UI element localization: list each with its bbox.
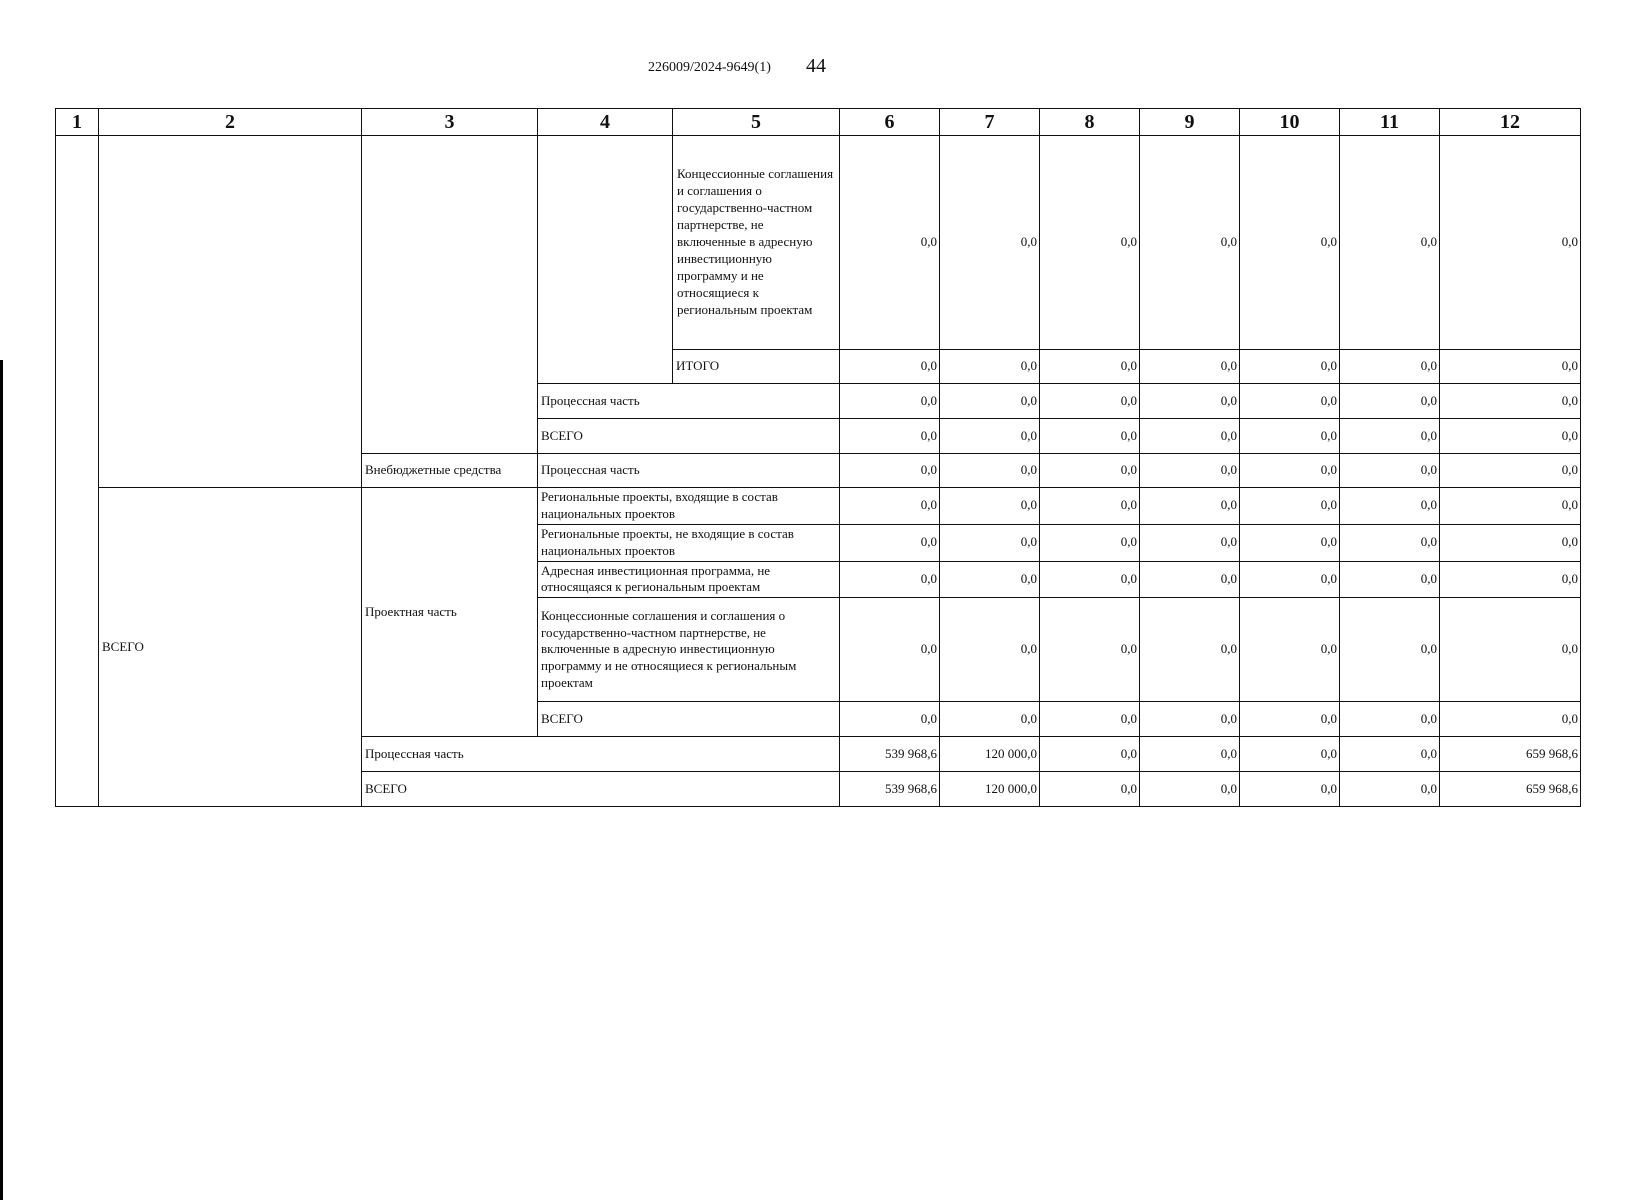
value-cell: 0,0: [1440, 136, 1581, 350]
value-cell: 0,0: [840, 454, 940, 488]
value-cell: 0,0: [1240, 350, 1340, 384]
value-cell: 0,0: [1340, 419, 1440, 454]
value-cell: 0,0: [840, 136, 940, 350]
value-cell: 0,0: [940, 384, 1040, 419]
row-label: Процессная часть: [538, 384, 840, 419]
col3-upper-cell: [362, 136, 538, 454]
col-header-2: 2: [99, 109, 362, 136]
value-cell: 0,0: [1240, 561, 1340, 598]
value-cell: 0,0: [940, 350, 1040, 384]
value-cell: 0,0: [1140, 488, 1240, 525]
table-row: [56, 488, 1581, 525]
value-cell: 0,0: [1140, 598, 1240, 702]
value-cell: 0,0: [1440, 524, 1581, 561]
value-cell: 0,0: [1040, 136, 1140, 350]
row-label: Концессионные соглашения и соглашения о государственно-частном партнерстве, не включенные в адресную инвестиционную программу и не относящиеся к региональным проектам: [538, 598, 840, 702]
value-cell: 0,0: [1040, 737, 1140, 772]
row-label: Региональные проекты, входящие в состав национальных проектов: [538, 488, 840, 525]
col-header-7: 7: [940, 109, 1040, 136]
value-cell: 0,0: [840, 350, 940, 384]
value-cell: 0,0: [1240, 702, 1340, 737]
col-header-1: 1: [56, 109, 99, 136]
value-cell: 120 000,0: [940, 772, 1040, 807]
value-cell: 0,0: [1240, 488, 1340, 525]
col-header-4: 4: [538, 109, 673, 136]
value-cell: 0,0: [1140, 419, 1240, 454]
value-cell: 0,0: [1240, 419, 1340, 454]
table-row: [56, 136, 1581, 350]
budget-table: [55, 108, 1581, 807]
value-cell: 0,0: [1040, 702, 1140, 737]
col4-upper-cell: [538, 136, 673, 384]
col-header-9: 9: [1140, 109, 1240, 136]
value-cell: 0,0: [840, 384, 940, 419]
value-cell: 0,0: [1140, 350, 1240, 384]
source-label: Внебюджетные средства: [362, 454, 538, 488]
value-cell: 0,0: [1040, 772, 1140, 807]
value-cell: 539 968,6: [840, 737, 940, 772]
value-cell: 0,0: [1040, 350, 1140, 384]
value-cell: 0,0: [940, 598, 1040, 702]
value-cell: 0,0: [1240, 737, 1340, 772]
value-cell: 0,0: [1340, 384, 1440, 419]
value-cell: 0,0: [1140, 702, 1240, 737]
value-cell: 539 968,6: [840, 772, 940, 807]
col-header-10: 10: [1240, 109, 1340, 136]
value-cell: 0,0: [1340, 136, 1440, 350]
value-cell: 120 000,0: [940, 737, 1040, 772]
value-cell: 0,0: [1140, 524, 1240, 561]
value-cell: 0,0: [940, 488, 1040, 525]
row-label: Региональные проекты, не входящие в состав национальных проектов: [538, 524, 840, 561]
value-cell: 0,0: [1040, 419, 1140, 454]
value-cell: 0,0: [840, 419, 940, 454]
col-header-11: 11: [1340, 109, 1440, 136]
value-cell: 0,0: [1440, 598, 1581, 702]
row-label: ИТОГО: [673, 350, 840, 384]
row-label: Концессионные соглашения и соглашения о государственно-частном партнерстве, не включенные в адресную инвестиционную программу и не относящиеся к региональным проектам: [673, 136, 840, 350]
value-cell: 0,0: [1240, 598, 1340, 702]
total-label: ВСЕГО: [99, 488, 362, 807]
value-cell: 0,0: [1140, 772, 1240, 807]
value-cell: 0,0: [1240, 384, 1340, 419]
value-cell: 0,0: [1340, 702, 1440, 737]
value-cell: 0,0: [1440, 350, 1581, 384]
value-cell: 0,0: [1440, 384, 1581, 419]
value-cell: 0,0: [1140, 561, 1240, 598]
value-cell: 0,0: [1140, 454, 1240, 488]
value-cell: 0,0: [840, 702, 940, 737]
col-header-5: 5: [673, 109, 840, 136]
col-header-12: 12: [1440, 109, 1581, 136]
scan-edge: [0, 360, 3, 1200]
value-cell: 0,0: [940, 702, 1040, 737]
value-cell: 0,0: [1440, 561, 1581, 598]
value-cell: 0,0: [840, 561, 940, 598]
value-cell: 0,0: [1040, 454, 1140, 488]
value-cell: 0,0: [940, 136, 1040, 350]
value-cell: 0,0: [840, 598, 940, 702]
value-cell: 0,0: [940, 419, 1040, 454]
value-cell: 0,0: [1340, 350, 1440, 384]
value-cell: 0,0: [1040, 384, 1140, 419]
row-label: Процессная часть: [362, 737, 840, 772]
value-cell: 0,0: [1440, 419, 1581, 454]
row-label: Адресная инвестиционная программа, не относящаяся к региональным проектам: [538, 561, 840, 598]
project-part-label: Проектная часть: [362, 488, 538, 737]
row-label: ВСЕГО: [538, 702, 840, 737]
value-cell: 0,0: [1240, 454, 1340, 488]
col2-upper-cell: [99, 136, 362, 488]
value-cell: 0,0: [940, 454, 1040, 488]
value-cell: 0,0: [840, 524, 940, 561]
value-cell: 0,0: [1340, 488, 1440, 525]
value-cell: 0,0: [1040, 598, 1140, 702]
value-cell: 0,0: [1040, 488, 1140, 525]
value-cell: 0,0: [1140, 384, 1240, 419]
value-cell: 0,0: [1240, 136, 1340, 350]
col-header-8: 8: [1040, 109, 1140, 136]
value-cell: 0,0: [1240, 772, 1340, 807]
value-cell: 0,0: [1340, 598, 1440, 702]
value-cell: 0,0: [940, 561, 1040, 598]
value-cell: 0,0: [1040, 524, 1140, 561]
col-header-6: 6: [840, 109, 940, 136]
value-cell: 0,0: [940, 524, 1040, 561]
value-cell: 0,0: [1240, 524, 1340, 561]
value-cell: 659 968,6: [1440, 737, 1581, 772]
value-cell: 0,0: [1040, 561, 1140, 598]
value-cell: 0,0: [1340, 561, 1440, 598]
col-header-3: 3: [362, 109, 538, 136]
value-cell: 0,0: [1340, 772, 1440, 807]
row-label: Процессная часть: [538, 454, 840, 488]
row-label: ВСЕГО: [362, 772, 840, 807]
value-cell: 0,0: [1140, 737, 1240, 772]
value-cell: 0,0: [1340, 454, 1440, 488]
value-cell: 0,0: [1140, 136, 1240, 350]
value-cell: 0,0: [1340, 737, 1440, 772]
value-cell: 0,0: [1440, 454, 1581, 488]
value-cell: 659 968,6: [1440, 772, 1581, 807]
value-cell: 0,0: [1440, 488, 1581, 525]
page-number: 44: [806, 55, 826, 77]
document-number: 226009/2024-9649(1): [648, 60, 771, 75]
col1-cell: [56, 136, 99, 807]
value-cell: 0,0: [1440, 702, 1581, 737]
row-label: ВСЕГО: [538, 419, 840, 454]
value-cell: 0,0: [840, 488, 940, 525]
header-row: [56, 109, 1581, 136]
value-cell: 0,0: [1340, 524, 1440, 561]
